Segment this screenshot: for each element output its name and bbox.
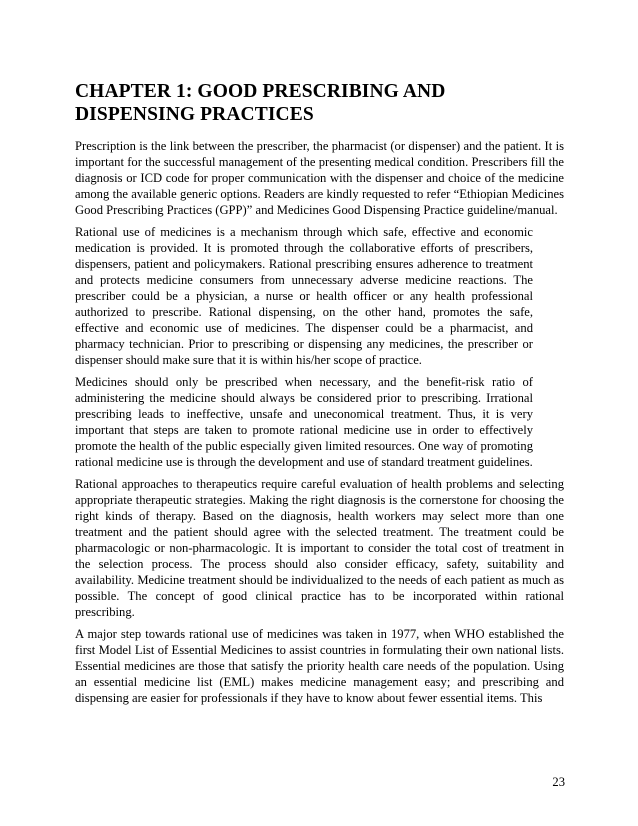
- chapter-heading: CHAPTER 1: GOOD PRESCRIBING AND DISPENSING PRACTICES: [75, 81, 446, 125]
- paragraph-rational-use: Rational use of medicines is a mechanism through which safe, effective and economic medication is provided. It is promoted through the collaborative efforts of prescribers, dispensers, patient and policymakers. Rational prescribing ensures adherence to treatment and protects medicine consumers from unnecessary adverse medicine reactions. The prescriber could be a physician, a nurse or health officer or any health professional authorized to prescribe. Rational dispensing, on the other hand, promotes the safe, effective and economic use of medicines. The dispenser could be a pharmacist, and pharmacy technician. Prior to prescribing or dispensing any medicines, the prescriber or dispenser should make sure that it is within his/her scope of practice.: [75, 225, 533, 367]
- paragraph-prescription: Prescription is the link between the prescriber, the pharmacist (or dispenser) and the patient. It is important for the successful management of the presenting medical condition. Prescribers fill the diagnosis or ICD code for proper communication with the dispenser and choice of the medicine among the available generic options. Readers are kindly requested to refer “Ethiopian Medicines Good Prescribing Practices (GPP)” and Medicines Good Dispensing Practice guideline/manual.: [75, 139, 564, 217]
- paragraph-prescribing-necessity: Medicines should only be prescribed when necessary, and the benefit-risk ratio of administering the medicine should always be considered prior to prescribing. Irrational prescribing leads to ineffective, unsafe and uneconomical treatment. Thus, it is very important that steps are taken to promote rational medicine use in order to effectively promote the health of the public especially given limited resources. One way of promoting rational medicine use is through the development and use of standard treatment guidelines.: [75, 375, 533, 469]
- page-number: 23: [552, 775, 565, 789]
- paragraph-rational-approaches: Rational approaches to therapeutics require careful evaluation of health problems and selecting appropriate therapeutic strategies. Making the right diagnosis is the cornerstone for choosing the right kinds of therapy. Based on the diagnosis, health workers may select more than one treatment and the patient should agree with the selected treatment. The treatment could be pharmacologic or non-pharmacologic. It is important to consider the total cost of treatment in the selection process. The process should also consider efficacy, safety, suitability and availability. Medicine treatment should be individualized to the needs of each patient as much as possible. The concept of good clinical practice has to be incorporated within rational prescribing.: [75, 477, 564, 619]
- paragraph-essential-medicines: A major step towards rational use of medicines was taken in 1977, when WHO established the first Model List of Essential Medicines to assist countries in formulating their own national lists. Essential medicines are those that satisfy the priority health care needs of the population. Using an essential medicine list (EML) makes medicine management easy; and prescribing and dispensing are easier for professionals if they have to know about fewer essential items. This: [75, 627, 564, 705]
- body-text: [75, 138, 564, 712]
